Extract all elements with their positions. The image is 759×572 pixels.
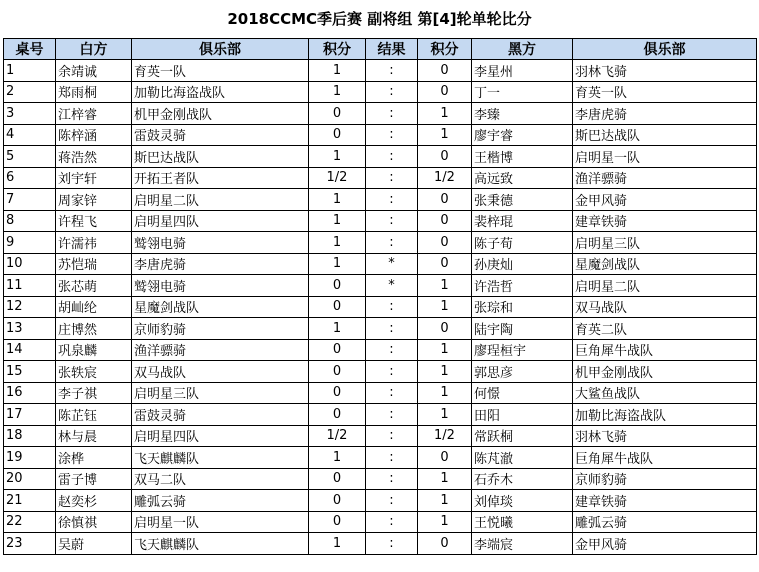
white-score-cell: 0 [309, 361, 366, 383]
black-player-cell: 廖宇睿 [472, 124, 573, 146]
black-club-cell: 育英一队 [573, 81, 757, 103]
black-player-cell: 孙庚灿 [472, 253, 573, 275]
black-club-cell: 启明星三队 [573, 232, 757, 254]
results-table [3, 38, 757, 555]
black-player-cell: 王楷博 [472, 146, 573, 168]
white-score-cell: 1 [309, 533, 366, 555]
table-no-cell: 4 [4, 124, 56, 146]
table-row [4, 404, 757, 426]
black-club-cell: 机甲金刚战队 [573, 361, 757, 383]
black-club-cell: 斯巴达战队 [573, 124, 757, 146]
black-club-cell: 建章铁骑 [573, 490, 757, 512]
table-no-cell: 18 [4, 425, 56, 447]
black-player-cell: 张秉德 [472, 189, 573, 211]
white-score-cell: 1 [309, 210, 366, 232]
black-player-cell: 郭思彦 [472, 361, 573, 383]
table-row [4, 425, 757, 447]
table-no-cell: 15 [4, 361, 56, 383]
black-score-cell: 1/2 [418, 425, 472, 447]
white-player-cell: 徐慎祺 [56, 511, 132, 533]
table-no-cell: 19 [4, 447, 56, 469]
white-player-cell: 刘宇轩 [56, 167, 132, 189]
header-result: 结果 [366, 39, 418, 60]
white-score-cell: 0 [309, 103, 366, 125]
table-row [4, 210, 757, 232]
black-club-cell: 雕弧云骑 [573, 511, 757, 533]
table-no-cell: 20 [4, 468, 56, 490]
black-score-cell: 0 [418, 189, 472, 211]
result-cell: * [366, 275, 418, 297]
white-player-cell: 蒋浩然 [56, 146, 132, 168]
black-score-cell: 1 [418, 404, 472, 426]
white-player-cell: 江梓睿 [56, 103, 132, 125]
black-club-cell: 双马战队 [573, 296, 757, 318]
result-cell: : [366, 60, 418, 82]
black-club-cell: 大鲨鱼战队 [573, 382, 757, 404]
black-club-cell: 建章铁骑 [573, 210, 757, 232]
white-player-cell: 许濡祎 [56, 232, 132, 254]
black-club-cell: 金甲风骑 [573, 189, 757, 211]
header-black-club: 俱乐部 [573, 39, 757, 60]
white-club-cell: 启明星四队 [132, 425, 309, 447]
white-player-cell: 涂桦 [56, 447, 132, 469]
result-cell: : [366, 382, 418, 404]
white-club-cell: 雷鼓灵骑 [132, 124, 309, 146]
black-club-cell: 金甲风骑 [573, 533, 757, 555]
white-player-cell: 张轶宸 [56, 361, 132, 383]
table-no-cell: 16 [4, 382, 56, 404]
black-score-cell: 0 [418, 447, 472, 469]
black-score-cell: 1 [418, 124, 472, 146]
table-row [4, 490, 757, 512]
result-cell: : [366, 404, 418, 426]
result-cell: * [366, 253, 418, 275]
table-no-cell: 13 [4, 318, 56, 340]
white-score-cell: 0 [309, 339, 366, 361]
white-club-cell: 启明星四队 [132, 210, 309, 232]
black-score-cell: 1 [418, 490, 472, 512]
white-player-cell: 陈梓涵 [56, 124, 132, 146]
white-player-cell: 巩泉麟 [56, 339, 132, 361]
white-player-cell: 赵奕杉 [56, 490, 132, 512]
black-player-cell: 许浩哲 [472, 275, 573, 297]
black-score-cell: 1 [418, 296, 472, 318]
black-player-cell: 丁一 [472, 81, 573, 103]
black-player-cell: 李星州 [472, 60, 573, 82]
result-cell: : [366, 296, 418, 318]
black-player-cell: 石乔木 [472, 468, 573, 490]
black-club-cell: 星魔剑战队 [573, 253, 757, 275]
result-cell: : [366, 146, 418, 168]
table-row [4, 103, 757, 125]
white-score-cell: 0 [309, 296, 366, 318]
table-no-cell: 21 [4, 490, 56, 512]
white-score-cell: 0 [309, 275, 366, 297]
white-player-cell: 庄博然 [56, 318, 132, 340]
header-table-no: 桌号 [4, 39, 56, 60]
header-black-score: 积分 [418, 39, 472, 60]
white-score-cell: 1 [309, 253, 366, 275]
black-score-cell: 0 [418, 533, 472, 555]
black-player-cell: 何憬 [472, 382, 573, 404]
table-row [4, 253, 757, 275]
table-no-cell: 11 [4, 275, 56, 297]
table-row [4, 232, 757, 254]
white-club-cell: 雷鼓灵骑 [132, 404, 309, 426]
black-player-cell: 刘倬琰 [472, 490, 573, 512]
black-score-cell: 1 [418, 511, 472, 533]
white-club-cell: 飞天麒麟队 [132, 447, 309, 469]
header-black: 黑方 [472, 39, 573, 60]
table-no-cell: 9 [4, 232, 56, 254]
black-club-cell: 渔洋骠骑 [573, 167, 757, 189]
result-cell: : [366, 210, 418, 232]
white-score-cell: 0 [309, 490, 366, 512]
white-club-cell: 开拓王者队 [132, 167, 309, 189]
table-no-cell: 7 [4, 189, 56, 211]
white-score-cell: 1 [309, 232, 366, 254]
result-cell: : [366, 81, 418, 103]
black-player-cell: 常跃桐 [472, 425, 573, 447]
white-club-cell: 飞天麒麟队 [132, 533, 309, 555]
black-player-cell: 高远致 [472, 167, 573, 189]
page-title: 2018CCMC季后赛 副将组 第[4]轮单轮比分 [227, 10, 532, 28]
black-player-cell: 张琮和 [472, 296, 573, 318]
table-row [4, 533, 757, 555]
table-row [4, 511, 757, 533]
result-cell: : [366, 511, 418, 533]
black-player-cell: 裴梓琨 [472, 210, 573, 232]
white-player-cell: 余靖诚 [56, 60, 132, 82]
table-no-cell: 8 [4, 210, 56, 232]
table-no-cell: 5 [4, 146, 56, 168]
white-club-cell: 双马二队 [132, 468, 309, 490]
white-player-cell: 李子祺 [56, 382, 132, 404]
result-cell: : [366, 490, 418, 512]
table-no-cell: 12 [4, 296, 56, 318]
black-player-cell: 陈芃澈 [472, 447, 573, 469]
white-score-cell: 0 [309, 124, 366, 146]
white-player-cell: 林与晨 [56, 425, 132, 447]
table-row [4, 382, 757, 404]
table-no-cell: 10 [4, 253, 56, 275]
table-no-cell: 2 [4, 81, 56, 103]
black-club-cell: 加勒比海盗战队 [573, 404, 757, 426]
header-white: 白方 [56, 39, 132, 60]
result-cell: : [366, 339, 418, 361]
result-cell: : [366, 468, 418, 490]
table-row [4, 447, 757, 469]
black-player-cell: 田阳 [472, 404, 573, 426]
white-score-cell: 1 [309, 189, 366, 211]
black-player-cell: 李臻 [472, 103, 573, 125]
black-club-cell: 启明星二队 [573, 275, 757, 297]
black-club-cell: 李唐虎骑 [573, 103, 757, 125]
black-score-cell: 0 [418, 81, 472, 103]
table-row [4, 361, 757, 383]
table-no-cell: 17 [4, 404, 56, 426]
white-score-cell: 0 [309, 382, 366, 404]
black-score-cell: 1 [418, 275, 472, 297]
white-score-cell: 1 [309, 318, 366, 340]
table-row [4, 296, 757, 318]
black-score-cell: 1 [418, 468, 472, 490]
white-club-cell: 雕弧云骑 [132, 490, 309, 512]
table-row [4, 124, 757, 146]
white-player-cell: 雷子博 [56, 468, 132, 490]
table-no-cell: 14 [4, 339, 56, 361]
black-score-cell: 0 [418, 210, 472, 232]
white-score-cell: 1 [309, 146, 366, 168]
result-cell: : [366, 533, 418, 555]
result-cell: : [366, 124, 418, 146]
black-score-cell: 1/2 [418, 167, 472, 189]
result-cell: : [366, 361, 418, 383]
white-player-cell: 陈芷钰 [56, 404, 132, 426]
table-row [4, 275, 757, 297]
table-row [4, 189, 757, 211]
table-row [4, 468, 757, 490]
black-player-cell: 陆宇陶 [472, 318, 573, 340]
white-player-cell: 吴蔚 [56, 533, 132, 555]
black-club-cell: 羽林飞骑 [573, 60, 757, 82]
table-row [4, 339, 757, 361]
black-score-cell: 0 [418, 318, 472, 340]
header-white-club: 俱乐部 [132, 39, 309, 60]
result-cell: : [366, 447, 418, 469]
result-cell: : [366, 425, 418, 447]
white-player-cell: 张芯萌 [56, 275, 132, 297]
black-score-cell: 1 [418, 361, 472, 383]
white-club-cell: 启明星三队 [132, 382, 309, 404]
white-score-cell: 1 [309, 447, 366, 469]
white-score-cell: 0 [309, 511, 366, 533]
black-score-cell: 1 [418, 382, 472, 404]
table-row [4, 81, 757, 103]
black-player-cell: 王悦曦 [472, 511, 573, 533]
table-no-cell: 6 [4, 167, 56, 189]
white-player-cell: 周家锌 [56, 189, 132, 211]
result-cell: : [366, 103, 418, 125]
white-club-cell: 渔洋骠骑 [132, 339, 309, 361]
black-score-cell: 0 [418, 60, 472, 82]
white-score-cell: 1 [309, 81, 366, 103]
white-club-cell: 加勒比海盗战队 [132, 81, 309, 103]
result-cell: : [366, 318, 418, 340]
white-player-cell: 许程飞 [56, 210, 132, 232]
white-player-cell: 郑雨桐 [56, 81, 132, 103]
table-row [4, 318, 757, 340]
black-score-cell: 1 [418, 103, 472, 125]
white-score-cell: 0 [309, 468, 366, 490]
header-row [4, 39, 757, 60]
white-club-cell: 李唐虎骑 [132, 253, 309, 275]
table-no-cell: 3 [4, 103, 56, 125]
table-row [4, 167, 757, 189]
white-score-cell: 1/2 [309, 167, 366, 189]
black-club-cell: 京师豹骑 [573, 468, 757, 490]
white-score-cell: 0 [309, 404, 366, 426]
white-player-cell: 胡屾纶 [56, 296, 132, 318]
black-club-cell: 巨角犀牛战队 [573, 339, 757, 361]
result-cell: : [366, 232, 418, 254]
black-score-cell: 0 [418, 146, 472, 168]
table-no-cell: 23 [4, 533, 56, 555]
white-club-cell: 斯巴达战队 [132, 146, 309, 168]
black-score-cell: 0 [418, 253, 472, 275]
white-club-cell: 鹫翎电骑 [132, 232, 309, 254]
white-score-cell: 1/2 [309, 425, 366, 447]
black-club-cell: 巨角犀牛战队 [573, 447, 757, 469]
black-score-cell: 0 [418, 232, 472, 254]
black-club-cell: 育英二队 [573, 318, 757, 340]
result-cell: : [366, 189, 418, 211]
black-score-cell: 1 [418, 339, 472, 361]
table-row [4, 146, 757, 168]
white-club-cell: 启明星一队 [132, 511, 309, 533]
black-player-cell: 陈子荀 [472, 232, 573, 254]
white-club-cell: 双马战队 [132, 361, 309, 383]
table-no-cell: 1 [4, 60, 56, 82]
table-no-cell: 22 [4, 511, 56, 533]
white-player-cell: 苏恺瑞 [56, 253, 132, 275]
white-club-cell: 星魔剑战队 [132, 296, 309, 318]
black-club-cell: 启明星一队 [573, 146, 757, 168]
white-club-cell: 机甲金刚战队 [132, 103, 309, 125]
white-club-cell: 育英一队 [132, 60, 309, 82]
black-player-cell: 李端宸 [472, 533, 573, 555]
white-club-cell: 京师豹骑 [132, 318, 309, 340]
white-club-cell: 启明星二队 [132, 189, 309, 211]
white-score-cell: 1 [309, 60, 366, 82]
black-club-cell: 羽林飞骑 [573, 425, 757, 447]
white-club-cell: 鹫翎电骑 [132, 275, 309, 297]
header-white-score: 积分 [309, 39, 366, 60]
black-player-cell: 廖珵桓宇 [472, 339, 573, 361]
table-row [4, 60, 757, 82]
result-cell: : [366, 167, 418, 189]
